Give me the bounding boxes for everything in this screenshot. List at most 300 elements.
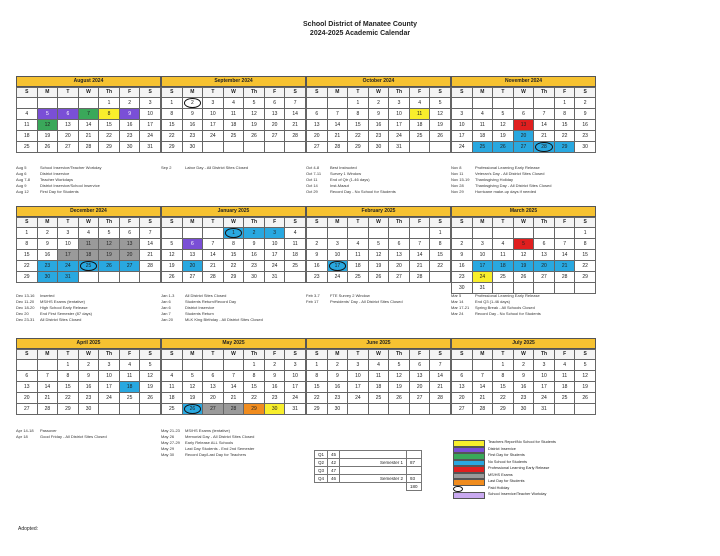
day-cell: 9 xyxy=(575,109,596,120)
day-cell: 10 xyxy=(203,109,224,120)
quarter-row xyxy=(315,467,422,475)
note-date: Oct 11 xyxy=(306,177,318,182)
day-cell: 4 xyxy=(162,371,183,382)
legend-label: Teachers Report/No School for Students xyxy=(488,440,556,445)
weekday-label: T xyxy=(348,350,369,360)
day-cell: 28 xyxy=(223,404,244,415)
week-row xyxy=(162,120,306,131)
day-cell: 2 xyxy=(575,98,596,109)
weekday-label: M xyxy=(472,218,493,228)
weekday-label: W xyxy=(78,218,99,228)
month-calendar xyxy=(451,76,596,153)
day-cell: 7 xyxy=(327,109,348,120)
week-row xyxy=(162,109,306,120)
day-cell: 16 xyxy=(307,261,328,272)
weekday-label: F xyxy=(554,88,575,98)
day-cell: 14 xyxy=(37,382,58,393)
week-row xyxy=(162,360,306,371)
month-calendar xyxy=(16,338,161,415)
day-cell: 14 xyxy=(223,382,244,393)
day-cell: 8 xyxy=(17,239,38,250)
day-cell xyxy=(493,98,514,109)
day-cell: 18 xyxy=(493,261,514,272)
day-cell: 10 xyxy=(58,239,79,250)
day-cell xyxy=(327,98,348,109)
day-cell: 21 xyxy=(37,393,58,404)
day-cell: 14 xyxy=(78,120,99,131)
day-cell: 11 xyxy=(409,109,430,120)
note-text: Best Instructed xyxy=(330,165,357,170)
note-date: Nov 29 xyxy=(451,189,464,194)
day-cell xyxy=(307,228,328,239)
month-title: September 2024 xyxy=(161,76,306,87)
note-item xyxy=(161,165,313,171)
day-cell: 12 xyxy=(37,120,58,131)
day-cell xyxy=(472,228,493,239)
week-row xyxy=(307,109,451,120)
day-cell: 18 xyxy=(348,261,369,272)
day-cell xyxy=(554,404,575,415)
day-cell: 28 xyxy=(534,142,555,153)
note-text: School Inservice/Teacher Workday xyxy=(40,165,102,170)
day-cell: 23 xyxy=(327,393,348,404)
day-cell: 10 xyxy=(452,120,473,131)
weekday-label: M xyxy=(327,350,348,360)
day-cell: 30 xyxy=(327,404,348,415)
note-date: Mar 5 xyxy=(451,293,462,298)
calendar-title xyxy=(0,20,720,38)
day-cell xyxy=(244,142,265,153)
weekday-label: W xyxy=(223,218,244,228)
day-cell xyxy=(430,404,451,415)
week-row xyxy=(162,382,306,393)
day-cell: 4 xyxy=(223,98,244,109)
week-row xyxy=(452,404,596,415)
day-cell: 23 xyxy=(37,261,58,272)
day-cell xyxy=(285,142,306,153)
day-cell: 24 xyxy=(99,393,120,404)
week-row xyxy=(452,120,596,131)
note-date: Nov 28 xyxy=(451,183,464,188)
day-cell: 19 xyxy=(389,382,410,393)
weekday-label: S xyxy=(307,218,328,228)
day-cell: 28 xyxy=(78,142,99,153)
note-text: First Day for Students xyxy=(40,189,79,194)
day-cell: 29 xyxy=(162,142,183,153)
day-cell: 19 xyxy=(430,120,451,131)
day-cell: 23 xyxy=(78,393,99,404)
month-days-table xyxy=(16,87,161,153)
day-cell: 31 xyxy=(534,404,555,415)
day-cell: 29 xyxy=(554,142,575,153)
note-item xyxy=(16,317,168,323)
day-cell: 9 xyxy=(368,109,389,120)
day-cell: 16 xyxy=(78,382,99,393)
day-cell: 29 xyxy=(244,404,265,415)
day-cell: 3 xyxy=(472,239,493,250)
weekday-label: S xyxy=(452,350,473,360)
legend-swatch xyxy=(453,479,485,486)
day-cell: 29 xyxy=(17,272,38,283)
note-date: Jan 6 xyxy=(161,305,171,310)
day-cell xyxy=(119,272,140,283)
note-item xyxy=(16,434,168,440)
weekday-label: T xyxy=(203,350,224,360)
day-cell: 7 xyxy=(78,109,99,120)
day-cell: 22 xyxy=(430,261,451,272)
day-cell: 5 xyxy=(37,109,58,120)
day-cell: 9 xyxy=(78,371,99,382)
day-cell: 20 xyxy=(17,393,38,404)
month-notes xyxy=(161,293,313,323)
week-row xyxy=(452,239,596,250)
day-cell: 13 xyxy=(17,382,38,393)
day-cell: 26 xyxy=(140,393,161,404)
day-cell: 10 xyxy=(348,371,369,382)
day-cell: 6 xyxy=(119,228,140,239)
weekday-label: S xyxy=(430,218,451,228)
day-cell: 30 xyxy=(368,142,389,153)
day-cell: 16 xyxy=(513,382,534,393)
weekday-label: F xyxy=(119,88,140,98)
day-cell xyxy=(389,228,410,239)
day-cell xyxy=(327,228,348,239)
day-cell: 1 xyxy=(99,98,120,109)
week-row xyxy=(452,131,596,142)
note-date: Dec 11-20 xyxy=(16,299,35,304)
note-text: Inserted xyxy=(40,293,55,298)
day-cell: 10 xyxy=(534,371,555,382)
weekday-label: W xyxy=(368,218,389,228)
month-title: June 2025 xyxy=(306,338,451,349)
day-cell: 5 xyxy=(140,360,161,371)
day-cell: 22 xyxy=(493,393,514,404)
day-cell: 16 xyxy=(182,120,203,131)
month-notes xyxy=(306,165,458,195)
weekday-label: S xyxy=(140,88,161,98)
week-row xyxy=(17,142,161,153)
holiday-circle xyxy=(184,98,202,108)
day-cell: 26 xyxy=(162,272,183,283)
day-cell: 31 xyxy=(264,272,285,283)
day-cell: 31 xyxy=(472,283,493,294)
day-cell: 19 xyxy=(162,261,183,272)
weekday-label: T xyxy=(58,218,79,228)
day-cell: 11 xyxy=(223,109,244,120)
day-cell xyxy=(264,142,285,153)
note-text: MS/HS Exams (tentative) xyxy=(40,299,85,304)
weekday-label: T xyxy=(58,88,79,98)
note-item xyxy=(451,311,603,317)
day-cell: 23 xyxy=(307,272,328,283)
note-text: End of Qtr (1-46 days) xyxy=(330,177,370,182)
day-cell: 15 xyxy=(430,250,451,261)
day-cell: 3 xyxy=(140,98,161,109)
day-cell xyxy=(513,283,534,294)
note-date: Mar 17-21 xyxy=(451,305,470,310)
adopted-label: Adopted: xyxy=(18,526,39,532)
day-cell: 2 xyxy=(513,360,534,371)
day-cell: 25 xyxy=(348,272,369,283)
weekday-label: Th xyxy=(244,350,265,360)
day-cell xyxy=(99,272,120,283)
day-cell xyxy=(223,360,244,371)
day-cell xyxy=(78,272,99,283)
note-date: May 27-29 xyxy=(161,440,180,445)
day-cell: 22 xyxy=(244,393,265,404)
day-cell: 4 xyxy=(554,360,575,371)
district-name: School District of Manatee County xyxy=(303,21,417,28)
weekday-header-row xyxy=(17,350,161,360)
week-row xyxy=(307,272,451,283)
day-cell: 20 xyxy=(534,261,555,272)
month-days-table xyxy=(161,217,306,283)
day-cell: 20 xyxy=(58,131,79,142)
week-row xyxy=(307,393,451,404)
month-title: December 2024 xyxy=(16,206,161,217)
month-calendar xyxy=(161,206,306,283)
day-cell: 25 xyxy=(119,393,140,404)
weekday-label: M xyxy=(37,350,58,360)
day-cell: 30 xyxy=(513,404,534,415)
weekday-label: S xyxy=(307,88,328,98)
day-cell: 2 xyxy=(244,228,265,239)
holiday-circle xyxy=(184,404,202,414)
day-cell: 8 xyxy=(348,109,369,120)
weekday-label: S xyxy=(17,350,38,360)
day-cell: 28 xyxy=(140,261,161,272)
day-cell: 14 xyxy=(534,120,555,131)
day-cell: 17 xyxy=(389,120,410,131)
weekday-label: F xyxy=(119,218,140,228)
weekday-label: M xyxy=(472,350,493,360)
day-cell: 30 xyxy=(182,142,203,153)
day-cell: 16 xyxy=(119,120,140,131)
note-date: Nov 8 xyxy=(451,165,462,170)
week-row xyxy=(162,371,306,382)
day-cell: 28 xyxy=(430,393,451,404)
note-text: All District Sites Closed xyxy=(40,317,82,322)
day-cell: 4 xyxy=(78,228,99,239)
week-row xyxy=(307,382,451,393)
note-text: Survey 1 Window xyxy=(330,171,362,176)
weekday-label: T xyxy=(58,350,79,360)
day-cell: 30 xyxy=(78,404,99,415)
day-cell: 12 xyxy=(575,371,596,382)
month-title: November 2024 xyxy=(451,76,596,87)
weekday-label: S xyxy=(285,350,306,360)
day-cell: 12 xyxy=(368,250,389,261)
semester-label: Semester 2 xyxy=(340,475,407,483)
day-cell: 5 xyxy=(513,239,534,250)
quarter-label: Q4 xyxy=(315,475,328,483)
day-cell: 13 xyxy=(58,120,79,131)
day-cell: 22 xyxy=(223,261,244,272)
note-date: May 21-23 xyxy=(161,428,180,433)
day-cell: 12 xyxy=(513,250,534,261)
day-cell xyxy=(140,404,161,415)
note-text: Record Day - No School for Students xyxy=(475,311,541,316)
weekday-label: S xyxy=(162,350,183,360)
weekday-header-row xyxy=(307,88,451,98)
day-cell: 6 xyxy=(307,109,328,120)
day-cell: 9 xyxy=(37,239,58,250)
day-cell: 21 xyxy=(472,393,493,404)
day-cell xyxy=(348,228,369,239)
day-cell: 20 xyxy=(513,131,534,142)
month-calendar xyxy=(161,76,306,153)
note-date: May 26 xyxy=(161,434,175,439)
weekday-label: Th xyxy=(534,350,555,360)
day-cell xyxy=(409,142,430,153)
day-cell: 3 xyxy=(348,360,369,371)
day-cell: 13 xyxy=(513,120,534,131)
week-row xyxy=(17,131,161,142)
week-row xyxy=(162,272,306,283)
weekday-label: S xyxy=(575,218,596,228)
day-cell: 3 xyxy=(203,98,224,109)
day-cell: 4 xyxy=(119,360,140,371)
day-cell: 1 xyxy=(17,228,38,239)
month-notes xyxy=(16,293,168,323)
week-row xyxy=(307,261,451,272)
note-date: Aug 7-8 xyxy=(16,177,31,182)
day-cell: 17 xyxy=(264,250,285,261)
day-cell: 1 xyxy=(348,98,369,109)
day-cell: 10 xyxy=(472,250,493,261)
note-date: Apr 18 xyxy=(16,434,28,439)
month-calendar xyxy=(306,76,451,153)
day-cell: 18 xyxy=(162,393,183,404)
day-cell: 11 xyxy=(348,250,369,261)
day-cell: 23 xyxy=(368,131,389,142)
weekday-header-row xyxy=(162,88,306,98)
day-cell: 11 xyxy=(368,371,389,382)
day-cell xyxy=(203,228,224,239)
note-text: Labor Day - All District Sites Closed xyxy=(185,165,249,170)
day-cell xyxy=(78,98,99,109)
week-row xyxy=(17,371,161,382)
day-cell: 8 xyxy=(223,239,244,250)
day-cell: 27 xyxy=(119,261,140,272)
weekday-label: S xyxy=(140,350,161,360)
day-cell: 22 xyxy=(348,131,369,142)
day-cell: 11 xyxy=(119,371,140,382)
day-cell: 29 xyxy=(575,272,596,283)
day-cell: 15 xyxy=(162,120,183,131)
day-cell: 29 xyxy=(223,272,244,283)
note-date: Mar 14 xyxy=(451,299,464,304)
day-cell: 22 xyxy=(575,261,596,272)
weekday-label: Th xyxy=(534,218,555,228)
day-cell xyxy=(575,283,596,294)
weekday-label: T xyxy=(348,88,369,98)
day-cell: 3 xyxy=(99,360,120,371)
day-cell xyxy=(472,98,493,109)
day-cell: 26 xyxy=(182,404,203,415)
day-cell: 13 xyxy=(203,382,224,393)
day-cell xyxy=(534,283,555,294)
day-cell: 17 xyxy=(472,261,493,272)
day-cell xyxy=(162,228,183,239)
day-cell: 2 xyxy=(368,98,389,109)
day-cell: 7 xyxy=(534,109,555,120)
day-cell: 25 xyxy=(162,404,183,415)
day-cell: 6 xyxy=(452,371,473,382)
day-cell xyxy=(17,98,38,109)
day-cell: 19 xyxy=(368,261,389,272)
weekday-label: F xyxy=(409,218,430,228)
month-days-table xyxy=(161,87,306,153)
weekday-label: S xyxy=(162,218,183,228)
day-cell: 4 xyxy=(348,239,369,250)
day-cell: 20 xyxy=(389,261,410,272)
day-cell: 18 xyxy=(409,120,430,131)
note-date: Dec 23-31 xyxy=(16,317,35,322)
day-cell: 10 xyxy=(264,239,285,250)
quarter-days: 47 xyxy=(328,467,340,475)
day-cell xyxy=(37,98,58,109)
day-cell: 12 xyxy=(389,371,410,382)
weekday-label: S xyxy=(140,218,161,228)
day-cell xyxy=(554,283,575,294)
day-cell: 15 xyxy=(575,250,596,261)
day-cell: 8 xyxy=(554,109,575,120)
day-cell: 18 xyxy=(554,382,575,393)
blank-cell xyxy=(407,451,422,459)
day-cell: 13 xyxy=(119,239,140,250)
day-cell: 14 xyxy=(285,109,306,120)
day-cell: 14 xyxy=(430,371,451,382)
day-cell: 18 xyxy=(472,131,493,142)
day-cell xyxy=(493,283,514,294)
month-days-table xyxy=(451,217,596,294)
month-calendar xyxy=(16,206,161,283)
day-cell: 9 xyxy=(264,371,285,382)
day-cell: 3 xyxy=(285,360,306,371)
note-item xyxy=(16,189,168,195)
day-cell: 17 xyxy=(327,261,348,272)
day-cell: 26 xyxy=(493,142,514,153)
note-date: Jan 6 xyxy=(161,299,171,304)
day-cell: 20 xyxy=(409,382,430,393)
day-cell: 23 xyxy=(575,131,596,142)
week-row xyxy=(452,393,596,404)
day-cell: 15 xyxy=(223,250,244,261)
day-cell xyxy=(140,272,161,283)
weekday-header-row xyxy=(452,88,596,98)
week-row xyxy=(162,393,306,404)
day-cell: 1 xyxy=(244,360,265,371)
weekday-label: W xyxy=(368,88,389,98)
day-cell: 15 xyxy=(17,250,38,261)
day-cell xyxy=(119,404,140,415)
day-cell: 24 xyxy=(140,131,161,142)
day-cell: 3 xyxy=(534,360,555,371)
day-cell: 12 xyxy=(99,239,120,250)
day-cell: 7 xyxy=(223,371,244,382)
month-days-table xyxy=(306,217,451,283)
weekday-header-row xyxy=(452,350,596,360)
day-cell: 22 xyxy=(554,131,575,142)
day-cell: 10 xyxy=(389,109,410,120)
week-row xyxy=(17,228,161,239)
week-row xyxy=(17,120,161,131)
weekday-label: Th xyxy=(99,350,120,360)
legend xyxy=(453,440,581,499)
week-row xyxy=(307,371,451,382)
day-cell: 18 xyxy=(17,131,38,142)
